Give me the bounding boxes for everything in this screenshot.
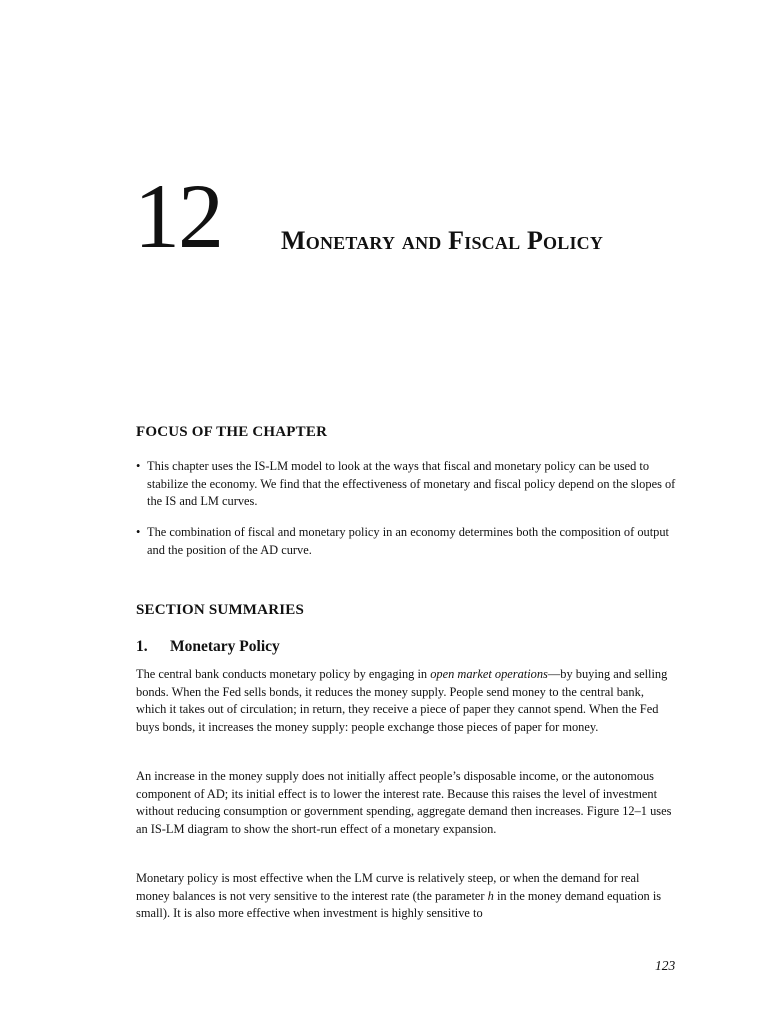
focus-bullet	[136, 524, 684, 559]
section-subheading	[136, 638, 280, 656]
section-summaries-heading: SECTION SUMMARIES	[136, 602, 305, 618]
paragraph-text: The central bank conducts monetary policy by engaging in	[136, 667, 431, 681]
paragraph-effectiveness	[136, 870, 676, 923]
bullet-dot-icon: •	[136, 525, 141, 539]
paragraph-open-market	[136, 666, 676, 736]
chapter-number: 12	[134, 165, 222, 267]
focus-heading: FOCUS OF THE CHAPTER	[136, 424, 328, 440]
paragraph-money-supply: An increase in the money supply does not initially affect people’s disposable income, or the autonomous component of AD; its initial effect is to lower the interest rate. Because this raises the level of investment without reducing consumption or government spending, aggregate demand then increases. Figure 12–1 uses an IS-LM diagram to show the short-run effect of a monetary expansion.	[136, 769, 672, 836]
paragraph-text: Monetary policy is most effective when the LM curve is relatively steep, or when the demand for real money balances is not very sensitive to the interest rate (the parameter	[136, 871, 640, 903]
section-title: Monetary Policy	[170, 638, 280, 655]
paragraph-text: in the money demand equation is small). It is also more effective when investment is highly sensitive to	[136, 888, 662, 921]
focus-bullet-list-2	[136, 524, 684, 559]
emphasis-text: open market operations	[430, 667, 548, 681]
page-number: 123	[655, 958, 676, 973]
focus-bullet-list	[136, 458, 684, 511]
section-number: 1.	[136, 638, 148, 655]
focus-bullet	[136, 458, 684, 511]
bullet-dot-icon: •	[136, 459, 141, 473]
paragraph-text: —by buying and selling bonds. When the Fed sells bonds, it reduces the money supply. People send money to the central bank, which it takes out of circulation; in return, they receive a piece of paper they cannot spend. When the Fed buys bonds, it increases the money supply: people exchange those pieces of paper for money.	[136, 667, 668, 734]
emphasis-text: h	[487, 888, 494, 903]
focus-bullet-text: The combination of fiscal and monetary policy in an economy determines both the composition of output and the position of the AD curve.	[147, 525, 670, 557]
chapter-title: Monetary and Fiscal Policy	[281, 226, 604, 255]
focus-bullet-text: This chapter uses the IS-LM model to look at the ways that fiscal and monetary policy can be used to stabilize the economy. We find that the effectiveness of monetary and fiscal policy depend on the slopes of the IS and LM curves.	[147, 459, 676, 508]
